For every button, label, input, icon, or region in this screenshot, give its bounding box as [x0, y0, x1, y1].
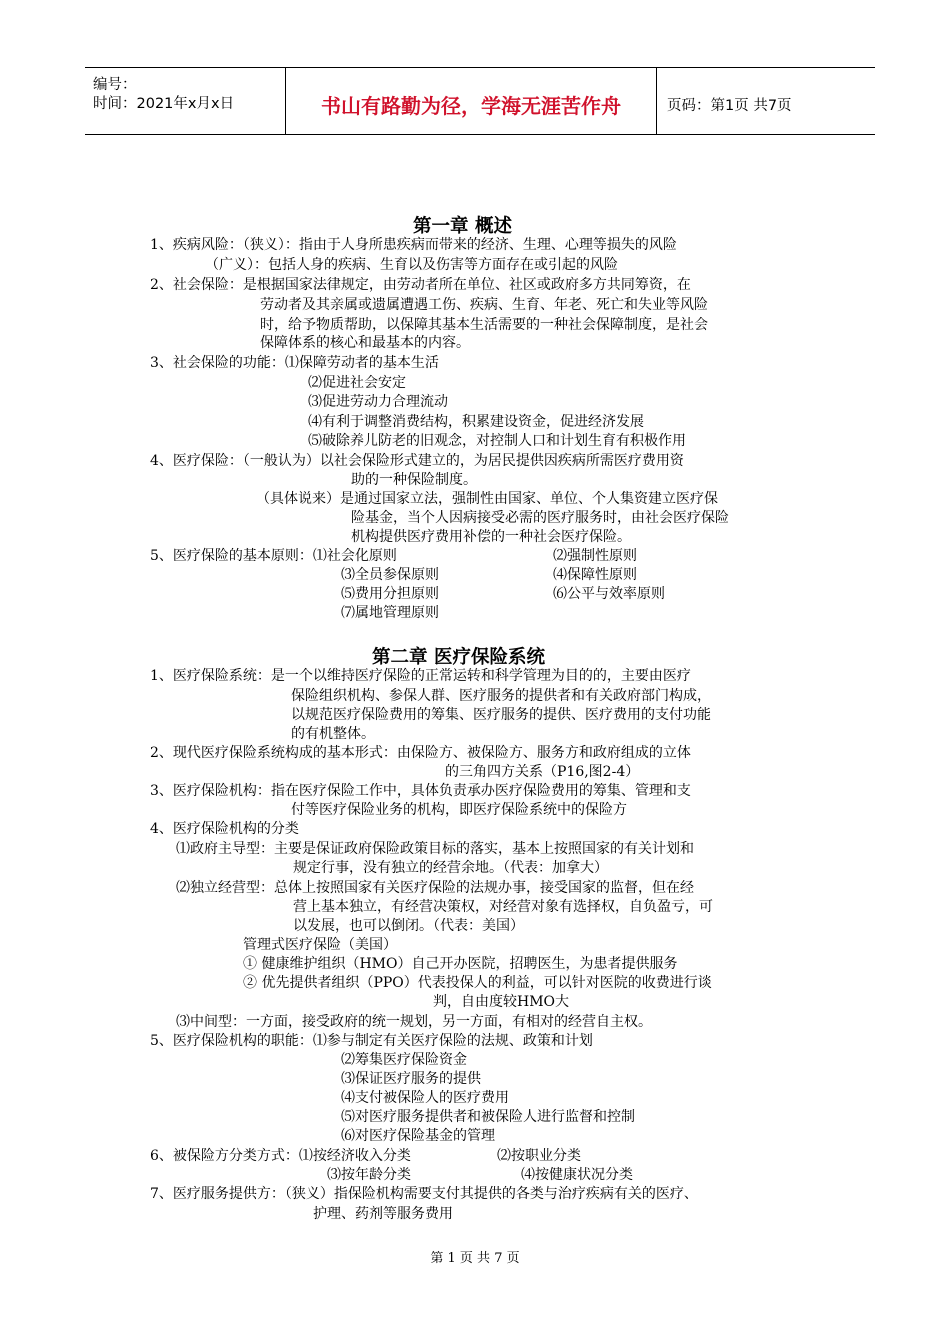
text-line: ② 优先提供者组织（PPO）代表投保人的利益，可以针对医院的收费进行谈 [243, 975, 712, 991]
text-line: ⑵按职业分类 [497, 1148, 581, 1164]
text-line: ⑸费用分担原则 [341, 586, 439, 602]
text-line: 以规范医疗保险费用的筹集、医疗服务的提供、医疗费用的支付功能 [291, 707, 711, 723]
text-line: ⑶按年龄分类 [327, 1167, 411, 1183]
text-line: （广义）：包括人身的疾病、生育以及伤害等方面存在或引起的风险 [205, 257, 618, 273]
page-footer: 第 1 页 共 7 页 [430, 1251, 520, 1266]
text-line: 5、医疗保险的基本原则：⑴社会化原则 [150, 548, 397, 564]
text-line: 4、医疗保险机构的分类 [150, 821, 299, 837]
text-line: ⑶保证医疗服务的提供 [341, 1071, 481, 1087]
text-line: ⑵强制性原则 [553, 548, 637, 564]
text-line: ① 健康维护组织（HMO）自己开办医院，招聘医生，为患者提供服务 [243, 956, 678, 972]
text-line: 规定行事，没有独立的经营余地。（代表：加拿大） [293, 860, 608, 876]
text-line: ⑺属地管理原则 [341, 605, 439, 621]
text-line: 7、医疗服务提供方：（狭义）指保险机构需要支付其提供的各类与治疗疾病有关的医疗、 [150, 1186, 698, 1202]
chapter-title: 第二章 医疗保险系统 [372, 647, 545, 668]
text-line: （具体说来）是通过国家立法，强制性由国家、单位、个人集资建立医疗保 [256, 491, 718, 507]
text-line: 的三角四方关系（P16,图2-4） [445, 764, 640, 780]
text-line: 营上基本独立，有经营决策权，对经营对象有选择权，自负盈亏，可 [293, 899, 713, 915]
text-line: 5、医疗保险机构的职能：⑴参与制定有关医疗保险的法规、政策和计划 [150, 1033, 593, 1049]
text-line: ⑶促进劳动力合理流动 [308, 394, 448, 410]
text-line: ⑷支付被保险人的医疗费用 [341, 1090, 509, 1106]
text-line: 险基金，当个人因病接受必需的医疗服务时，由社会医疗保险 [351, 510, 729, 526]
text-line: ⑵独立经营型：总体上按照国家有关医疗保险的法规办事，接受国家的监督，但在经 [176, 880, 694, 896]
text-line: 保障体系的核心和最基本的内容。 [260, 335, 470, 351]
header-motto: 书山有路勤为径，学海无涯苦作舟 [321, 94, 621, 118]
text-line: ⑷按健康状况分类 [521, 1167, 633, 1183]
text-line: 机构提供医疗费用补偿的一种社会医疗保险。 [351, 529, 631, 545]
document-number: 编号： [93, 77, 137, 93]
header-motto-cell [285, 68, 657, 134]
text-line: 助的一种保险制度。 [351, 472, 477, 488]
text-line: 6、被保险方分类方式：⑴按经济收入分类 [150, 1148, 411, 1164]
text-line: 护理、药剂等服务费用 [313, 1206, 453, 1222]
text-line: 劳动者及其亲属或遗属遭遇工伤、疾病、生育、年老、死亡和失业等风险 [260, 297, 708, 313]
text-line: 2、社会保险：是根据国家法律规定，由劳动者所在单位、社区或政府多方共同筹资，在 [150, 277, 691, 293]
text-line: 以发展，也可以倒闭。（代表：美国） [293, 918, 524, 934]
text-line: 的有机整体。 [291, 726, 375, 742]
text-line: 1、疾病风险：（狭义）：指由于人身所患疾病而带来的经济、生理、心理等损失的风险 [150, 237, 677, 253]
header-meta-cell [85, 68, 285, 134]
document-header [85, 67, 875, 135]
text-line: ⑷保障性原则 [553, 567, 637, 583]
text-line: ⑵促进社会安定 [308, 375, 406, 391]
text-line: 1、医疗保险系统：是一个以维持医疗保险的正常运转和科学管理为目的的，主要由医疗 [150, 668, 691, 684]
text-line: ⑵筹集医疗保险资金 [341, 1052, 467, 1068]
text-line: 管理式医疗保险（美国） [243, 937, 397, 953]
text-line: ⑴政府主导型：主要是保证政府保险政策目标的落实，基本上按照国家的有关计划和 [176, 841, 694, 857]
text-line: 付等医疗保险业务的机构，即医疗保险系统中的保险方 [291, 802, 627, 818]
text-line: ⑸对医疗服务提供者和被保险人进行监督和控制 [341, 1109, 635, 1125]
header-page-cell [657, 68, 875, 134]
text-line: ⑶全员参保原则 [341, 567, 439, 583]
text-line: 3、社会保险的功能：⑴保障劳动者的基本生活 [150, 355, 439, 371]
text-line: 判，自由度较HMO大 [433, 994, 570, 1010]
text-line: 2、现代医疗保险系统构成的基本形式：由保险方、被保险方、服务方和政府组成的立体 [150, 745, 691, 761]
text-line: ⑹公平与效率原则 [553, 586, 665, 602]
chapter-title: 第一章 概述 [413, 216, 512, 237]
text-line: 3、医疗保险机构：指在医疗保险工作中，具体负责承办医疗保险费用的筹集、管理和支 [150, 783, 691, 799]
text-line: 保险组织机构、参保人群、医疗服务的提供者和有关政府部门构成， [291, 688, 711, 704]
text-line: ⑶中间型：一方面，接受政府的统一规划，另一方面，有相对的经营自主权。 [176, 1014, 652, 1030]
text-line: ⑸破除养儿防老的旧观念，对控制人口和计划生育有积极作用 [308, 433, 686, 449]
text-line: 时，给予物质帮助，以保障其基本生活需要的一种社会保障制度，是社会 [260, 317, 708, 333]
document-time: 时间：2021年x月x日 [93, 96, 235, 112]
text-line: ⑷有利于调整消费结构，积累建设资金，促进经济发展 [308, 414, 644, 430]
header-page-number: 页码：第1页 共7页 [667, 98, 792, 114]
text-line: ⑹对医疗保险基金的管理 [341, 1128, 495, 1144]
text-line: 4、医疗保险：（一般认为）以社会保险形式建立的，为居民提供因疾病所需医疗费用资 [150, 453, 684, 469]
